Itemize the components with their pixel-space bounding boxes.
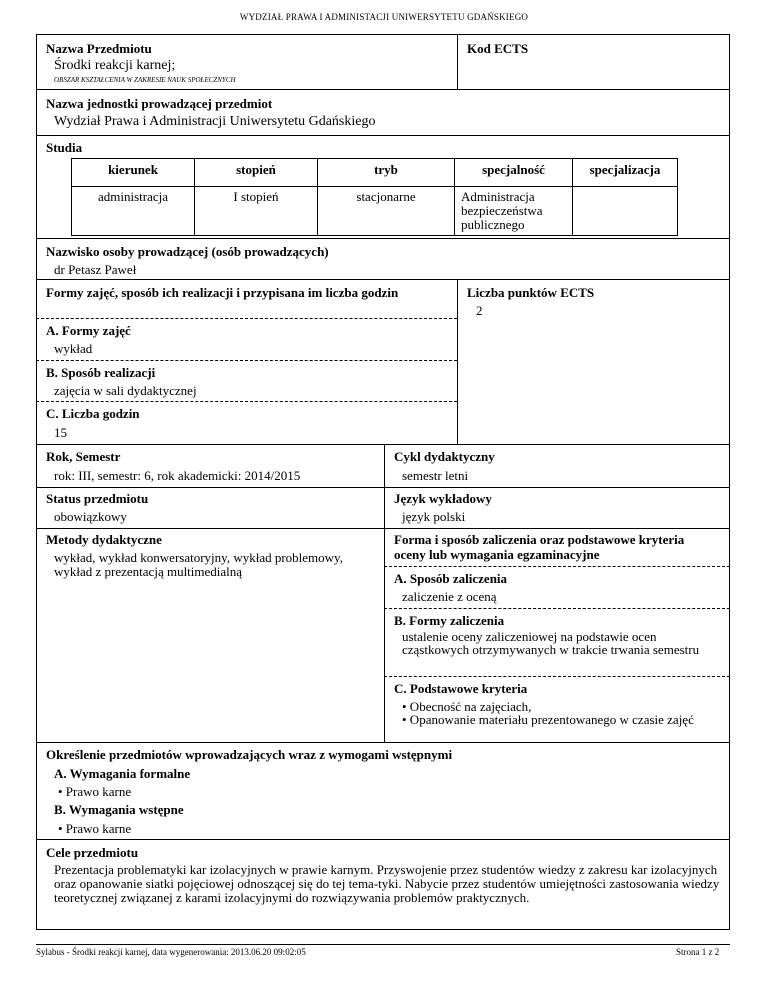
studia-label: Studia [46,140,83,155]
prereq-a-value: • Prawo karne [58,784,132,799]
studia-cell: administracja [72,187,195,236]
ects-points-label: Liczba punktów ECTS [467,285,595,300]
assessment-label: Forma i sposób zaliczenia oraz podstawowe kryteria oceny lub wymagania egzaminacyjne [394,532,685,562]
assessment-a-value: zaliczenie z oceną [402,589,497,604]
forms-c-label: C. Liczba godzin [46,406,140,421]
dashed-divider [36,360,457,361]
goals-label: Cele przedmiotu [46,845,139,860]
divider [36,135,730,136]
assessment-b-value: ustalenie oceny zaliczeniowej na podstawie ocen cząstkowych otrzymywanych w trakcie trwania semestru [402,629,700,657]
divider [36,279,730,280]
methods-label: Metody dydaktyczne [46,532,162,547]
assessment-c-label: C. Podstawowe kryteria [394,681,528,696]
divider [457,279,458,444]
year-value: rok: III, semestr: 6, rok akademicki: 2014/2015 [54,468,301,483]
footer-right: Strona 1 z 2 [676,947,720,957]
teacher-value: dr Petasz Paweł [54,262,137,277]
studia-header: tryb [318,159,455,187]
studia-header: kierunek [72,159,195,187]
ects-code-label: Kod ECTS [467,41,529,56]
forms-c-value: 15 [54,425,67,440]
studia-cell: stacjonarne [318,187,455,236]
assessment-b-label: B. Formy zaliczenia [394,613,505,628]
studia-header: stopień [195,159,318,187]
footer-rule [36,944,730,945]
divider [36,487,730,488]
divider [36,238,730,239]
cycle-value: semestr letni [402,468,469,483]
prereq-label: Określenie przedmiotów wprowadzających wraz z wymogami wstępnymi [46,747,453,762]
status-value: obowiązkowy [54,509,127,524]
cycle-label: Cykl dydaktyczny [394,449,495,464]
unit-label: Nazwa jednostki prowadzącej przedmiot [46,96,273,111]
divider [384,444,385,742]
forms-b-label: B. Sposób realizacji [46,365,156,380]
methods-value: wykład, wykład konwersatoryjny, wykład problemowy, wykład z prezentacją multimedialną [54,550,343,579]
prereq-b-label: B. Wymagania wstępne [54,802,184,817]
unit-value: Wydział Prawa i Administracji Uniwersytetu Gdańskiego [54,114,376,129]
dashed-divider [384,676,730,677]
prereq-b-value: • Prawo karne [58,821,132,836]
studia-table [71,158,678,236]
assessment-c-item: • Opanowanie materiału prezentowanego w czasie zajęć [402,712,694,727]
subject-area: OBSZAR KSZTAŁCENIA W ZAKRESIE NAUK SPOŁECZNYCH [54,76,236,84]
divider [36,528,730,529]
goals-value: Prezentacja problematyki kar izolacyjnych w prawie karnym. Przyswojenie przez studentów wiedzy z zakresu kar izolacyjnych oraz opanowanie siatki pojęciowej odnoszącej się do tej tema-tyki. Nabycie przez studentów umiejętności zastosowania wiedzy teoretycznej związanej z karami izolacyjnymi do rozwiązywania problemów praktycznych. [54,862,720,905]
divider [36,444,730,445]
assessment-a-label: A. Sposób zaliczenia [394,571,508,586]
studia-cell [573,187,678,236]
divider [36,89,730,90]
divider [36,742,730,743]
ects-points-value: 2 [476,303,483,318]
dashed-divider [384,566,730,567]
dashed-divider [384,608,730,609]
divider [457,34,458,89]
assessment-c-item: • Obecność na zajęciach, [402,699,532,714]
subject-value: Środki reakcji karnej; [54,58,176,73]
forms-a-label: A. Formy zajęć [46,323,131,338]
teacher-label: Nazwisko osoby prowadzącej (osób prowadzących) [46,244,329,259]
subject-label: Nazwa Przedmiotu [46,41,152,56]
prereq-a-label: A. Wymagania formalne [54,766,191,781]
year-label: Rok, Semestr [46,449,121,464]
dashed-divider [36,401,457,402]
studia-cell: Administracja bezpieczeństwa publicznego [455,187,573,236]
forms-b-value: zajęcia w sali dydaktycznej [54,383,197,398]
forms-label: Formy zajęć, sposób ich realizacji i przypisana im liczba godzin [46,285,399,300]
forms-a-value: wykład [54,341,93,356]
dashed-divider [36,318,457,319]
language-value: język polski [402,509,466,524]
language-label: Język wykładowy [394,491,492,506]
studia-cell: I stopień [195,187,318,236]
page-header: WYDZIAŁ PRAWA I ADMINISTACJI UNIWERSYTETU GDAŃSKIEGO [239,12,529,22]
studia-header: specjalność [455,159,573,187]
divider [36,839,730,840]
footer-left: Sylabus - Środki reakcji karnej, data wygenerowania: 2013.06.20 09:02:05 [36,947,306,957]
studia-header: specjalizacja [573,159,678,187]
status-label: Status przedmiotu [46,491,149,506]
